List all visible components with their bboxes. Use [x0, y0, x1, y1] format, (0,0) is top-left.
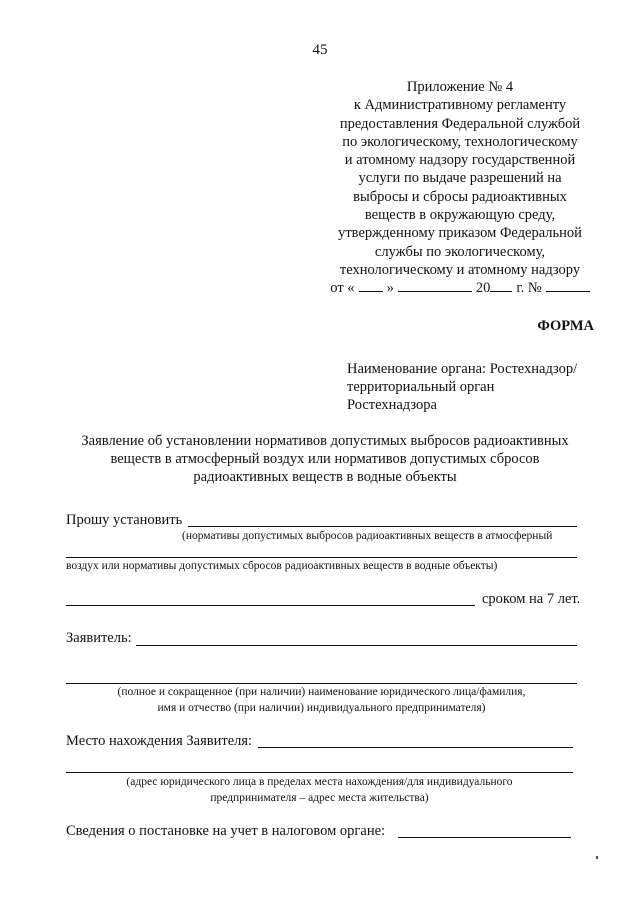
day-blank[interactable] — [359, 279, 383, 292]
organ-line: Наименование органа: Ростехнадзор/ — [347, 361, 578, 377]
order-number-blank[interactable] — [546, 279, 590, 292]
location-hint-1: (адрес юридического лица в пределах места нахождения/для индивидуального — [126, 776, 513, 788]
tax-label: Сведения о постановке на учет в налоговом органе: — [66, 823, 386, 839]
location-label: Место нахождения Заявителя: — [66, 733, 253, 749]
title-line: веществ в атмосферный воздух или нормативов допустимых сбросов — [110, 451, 540, 467]
date-suffix: г. № — [516, 280, 542, 297]
page-number: 45 — [312, 42, 328, 58]
applicant-hint-2: имя и отчество (при наличии) индивидуального предпринимателя) — [157, 702, 486, 714]
form-label: ФОРМА — [537, 318, 594, 334]
organ-line: территориальный орган — [347, 379, 495, 395]
order-date-line — [320, 279, 600, 297]
applicant-line-2[interactable] — [66, 683, 577, 684]
appendix-line: к Административному регламенту — [353, 97, 567, 114]
organ-name-block — [347, 360, 617, 414]
month-blank[interactable] — [398, 279, 472, 292]
location-line[interactable] — [258, 747, 573, 748]
applicant-line[interactable] — [136, 645, 577, 646]
scan-speck — [596, 856, 598, 859]
appendix-line: веществ в окружающую среду, — [364, 207, 556, 224]
appendix-line: технологическому и атомному надзору — [339, 261, 581, 278]
appendix-line: по экологическому, технологическому — [342, 133, 578, 150]
date-prefix: от « — [330, 280, 355, 297]
request-line[interactable] — [188, 526, 577, 527]
request-hint-1: (нормативы допустимых выбросов радиоактивных веществ в атмосферный — [182, 530, 553, 542]
appendix-line: Приложение № 4 — [406, 79, 514, 95]
appendix-header — [320, 78, 600, 298]
request-label: Прошу установить — [66, 512, 183, 528]
applicant-label: Заявитель: — [66, 630, 132, 646]
applicant-hint-1: (полное и сокращенное (при наличии) наименование юридического лица/фамилия, — [117, 686, 526, 698]
appendix-line: услуги по выдаче разрешений на — [358, 170, 562, 187]
appendix-line: и атомному надзору государственной — [344, 152, 576, 169]
request-line-2[interactable] — [66, 557, 577, 558]
appendix-line: утвержденному приказом Федеральной — [338, 225, 582, 242]
tax-line[interactable] — [398, 837, 571, 838]
organ-line: Ростехнадзора — [347, 397, 437, 413]
appendix-line: предоставления Федеральной службой — [339, 115, 581, 132]
location-line-2[interactable] — [66, 772, 573, 773]
term-text: сроком на 7 лет. — [482, 591, 581, 607]
date-year: 20 — [475, 280, 491, 297]
term-line[interactable] — [66, 605, 475, 606]
application-title — [60, 432, 590, 486]
appendix-line: выбросы и сбросы радиоактивных — [353, 188, 567, 205]
title-line: Заявление об установлении нормативов допустимых выбросов радиоактивных — [81, 433, 569, 449]
request-hint-2: воздух или нормативы допустимых сбросов радиоактивных веществ в водные объекты) — [66, 560, 498, 572]
location-hint-2: предпринимателя – адрес места жительства) — [210, 792, 429, 804]
appendix-line: службы по экологическому, — [374, 243, 546, 260]
year-blank[interactable] — [490, 279, 512, 292]
date-mid: » — [386, 280, 394, 297]
title-line: радиоактивных веществ в водные объекты — [193, 469, 457, 485]
